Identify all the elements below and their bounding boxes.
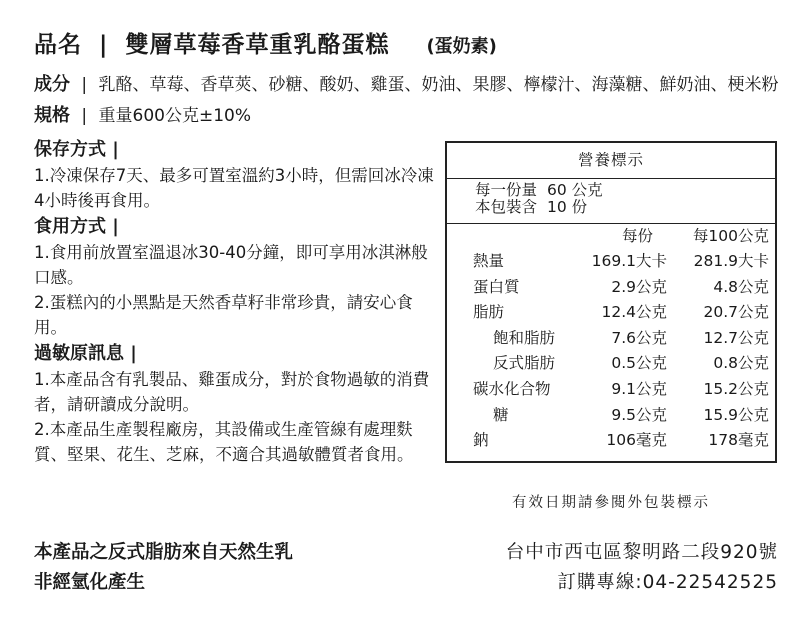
nutrient-per-serving: 0.5公克 [611, 354, 667, 373]
trans-fat-note-line1: 本產品之反式脂肪來自天然生乳 [34, 542, 294, 563]
table-row [447, 428, 775, 454]
nutrition-column-headers [447, 224, 775, 249]
expiry-note: 有效日期請參閱外包裝標示 [512, 495, 710, 511]
nutrient-per-100g: 12.7公克 [703, 328, 769, 347]
nutrient-per-serving: 9.5公克 [611, 405, 667, 424]
table-row [447, 403, 775, 429]
servings-value: 10 份 [547, 198, 588, 216]
nutrient-name: 糖 [493, 405, 509, 424]
serving-size-line [475, 182, 775, 199]
nutrient-per-serving: 169.1大卡 [591, 252, 667, 270]
allergy-item: 1.本產品含有乳製品、雞蛋成分，對於食物過敏的消費者，請研讀成分說明。 [34, 370, 430, 414]
nutrient-per-serving: 9.1公克 [611, 379, 667, 398]
ingredients-separator: | [81, 75, 88, 95]
nutrient-per-100g: 15.9公克 [703, 405, 769, 424]
nutrient-per-100g: 281.9大卡 [693, 252, 769, 270]
product-name: 雙層草莓香草重乳酪蛋糕 [125, 32, 390, 58]
contact-info [506, 538, 778, 598]
table-row [447, 377, 775, 403]
nutrient-per-100g: 4.8公克 [713, 277, 769, 296]
nutrition-title: 營養標示 [447, 143, 775, 179]
nutrient-name: 飽和脂肪 [493, 328, 556, 347]
col-per-100g: 每100公克 [692, 227, 769, 245]
nutrient-per-serving: 2.9公克 [611, 277, 667, 296]
product-title-line [34, 26, 497, 59]
usage-heading: 食用方式 | [34, 216, 119, 237]
ingredients-line [34, 70, 779, 96]
storage-heading: 保存方式 | [34, 139, 119, 160]
table-row [447, 351, 775, 377]
serving-size-value: 60 公克 [547, 181, 603, 199]
diet-tag: (蛋奶素) [426, 36, 497, 57]
nutrient-name: 蛋白質 [473, 277, 520, 296]
nutrient-name: 鈉 [473, 431, 489, 450]
usage-item: 2.蛋糕內的小黑點是天然香草籽非常珍貴，請安心食用。 [34, 293, 413, 337]
spec-separator: | [81, 106, 88, 126]
servings-label: 本包裝含 [475, 198, 538, 216]
nutrient-per-serving: 106毫克 [606, 431, 667, 450]
nutrient-per-100g: 20.7公克 [703, 303, 769, 322]
spec-text: 重量600公克±10% [98, 106, 252, 126]
instructions-column [34, 136, 434, 467]
title-separator: | [99, 32, 109, 58]
col-per-serving: 每份 [621, 227, 653, 245]
address: 台中市西屯區黎明路二段920號 [505, 542, 778, 563]
allergy-heading: 過敏原訊息 | [34, 343, 137, 364]
table-row [447, 326, 775, 352]
order-phone: 訂購專線:04-22542525 [557, 572, 778, 593]
trans-fat-note-line2: 非經氫化產生 [34, 572, 146, 593]
name-label: 品名 [34, 32, 82, 58]
ingredients-text: 乳酪、草莓、香草莢、砂糖、酸奶、雞蛋、奶油、果膠、檸檬汁、海藻糖、鮮奶油、梗米粉 [98, 75, 779, 95]
serving-info [447, 179, 775, 224]
table-row [447, 300, 775, 326]
nutrient-name: 碳水化合物 [473, 379, 551, 398]
spec-line [34, 101, 251, 127]
nutrition-facts-table [445, 141, 777, 463]
nutrient-per-100g: 0.8公克 [713, 354, 769, 373]
usage-item: 1.食用前放置室溫退冰30-40分鐘，即可享用冰淇淋般口感。 [34, 243, 428, 287]
nutrition-rows [447, 249, 775, 454]
serving-size-label: 每一份量 [475, 181, 538, 199]
storage-item: 1.冷凍保存7天、最多可置室溫約3小時，但需回冰冷凍4小時後再食用。 [34, 166, 434, 210]
ingredients-label: 成分 [34, 74, 70, 95]
nutrient-per-serving: 7.6公克 [611, 328, 667, 347]
nutrient-per-serving: 12.4公克 [601, 303, 667, 322]
trans-fat-note [34, 538, 293, 598]
table-row [447, 249, 775, 275]
table-row [447, 275, 775, 301]
spec-label: 規格 [34, 105, 70, 126]
nutrient-per-100g: 15.2公克 [703, 379, 769, 398]
nutrient-name: 反式脂肪 [493, 354, 556, 373]
nutrient-per-100g: 178毫克 [708, 431, 769, 450]
nutrient-name: 脂肪 [473, 303, 505, 322]
nutrient-name: 熱量 [473, 252, 505, 270]
servings-line [475, 199, 775, 216]
allergy-item: 2.本產品生產製程廠房，其設備或生產管線有處理麩質、堅果、花生、芝麻，不適合其過敏體質者食用。 [34, 420, 414, 464]
